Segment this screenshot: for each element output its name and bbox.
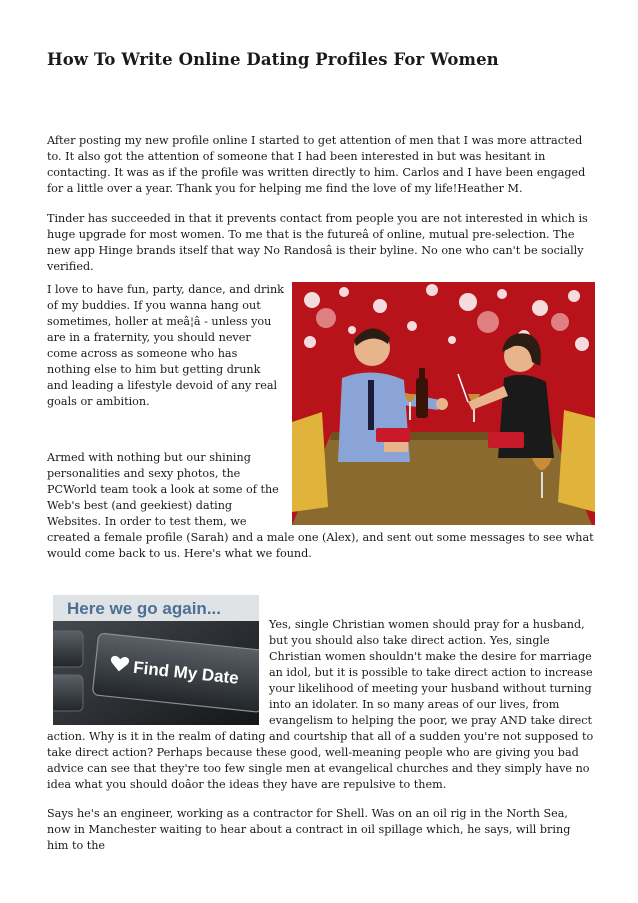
paragraph-pcworld: Armed with nothing but our shining personalities and sexy photos, the PCWorld team took a look at some of the Web's best (and geekiest) dating Websites. In order to test them, we created a female profile (Sarah) and a male one (Alex), and sent out some messages to see what would come back to us. Here's what we found. bbox=[47, 451, 594, 560]
paragraph-heather-testimonial: After posting my new profile online I started to get attention of men that I was more attracted to. It also got the attention of someone that I had been interested in but was hesitant in contacting. It was as if the profile was written directly to him. Carlos and I have been engaged for a little over a year. Thank you for helping me find the love of my life!Heather M. bbox=[47, 134, 586, 195]
keyboard-banner-text: Here we go again... bbox=[67, 599, 221, 618]
keyboard-key-text: Find My Date bbox=[132, 657, 240, 688]
find-my-date-keyboard-image bbox=[53, 595, 259, 725]
keyboard-text-block bbox=[47, 599, 595, 793]
paragraph-fun-party: I love to have fun, party, dance, and drink of my buddies. If you wanna hang out sometimes, holler at meâ¦â - unless you are in a fraternity, you should never come across as someone who has nothing else to him but getting drunk and leading a lifestyle devoid of any real goals or ambition. bbox=[47, 283, 284, 408]
page-title: How To Write Online Dating Profiles For Women bbox=[47, 50, 499, 69]
dating-couple-illustration bbox=[292, 282, 595, 525]
paragraph-tinder: Tinder has succeeded in that it prevents contact from people you are not interested in which is huge upgrade for most women. To me that is the futureâ of online, mutual pre-selection. The new app Hinge brands itself that way No Randosâ is their byline. No one who can't be socially verified. bbox=[47, 212, 588, 273]
paragraph-engineer: Says he's an engineer, working as a contractor for Shell. Was on an oil rig in the North Sea, now in Manchester waiting to hear about a contract in oil spillage which, he says, will bring him to the bbox=[47, 807, 571, 852]
paragraph-christian-women: Yes, single Christian women should pray for a husband, but you should also take direct action. Yes, single Christian women shouldn't make the desire for marriage an idol, but it is possible to take direct action to increase your likelihood of meeting your husband without turning into an idolater. In so many areas of our lives, from evangelism to helping the poor, we pray AND take direct action. Why is it in the realm of dating and courtship that all of a sudden you're not supposed to take direct action? Perhaps because these good, well-meaning people who are giving you bad advice can see that they're too few single men at evangelical churches and they simply have no idea what you should doâor the ideas they have are repulsive to them. bbox=[47, 618, 594, 791]
illustration-text-block bbox=[47, 282, 595, 562]
